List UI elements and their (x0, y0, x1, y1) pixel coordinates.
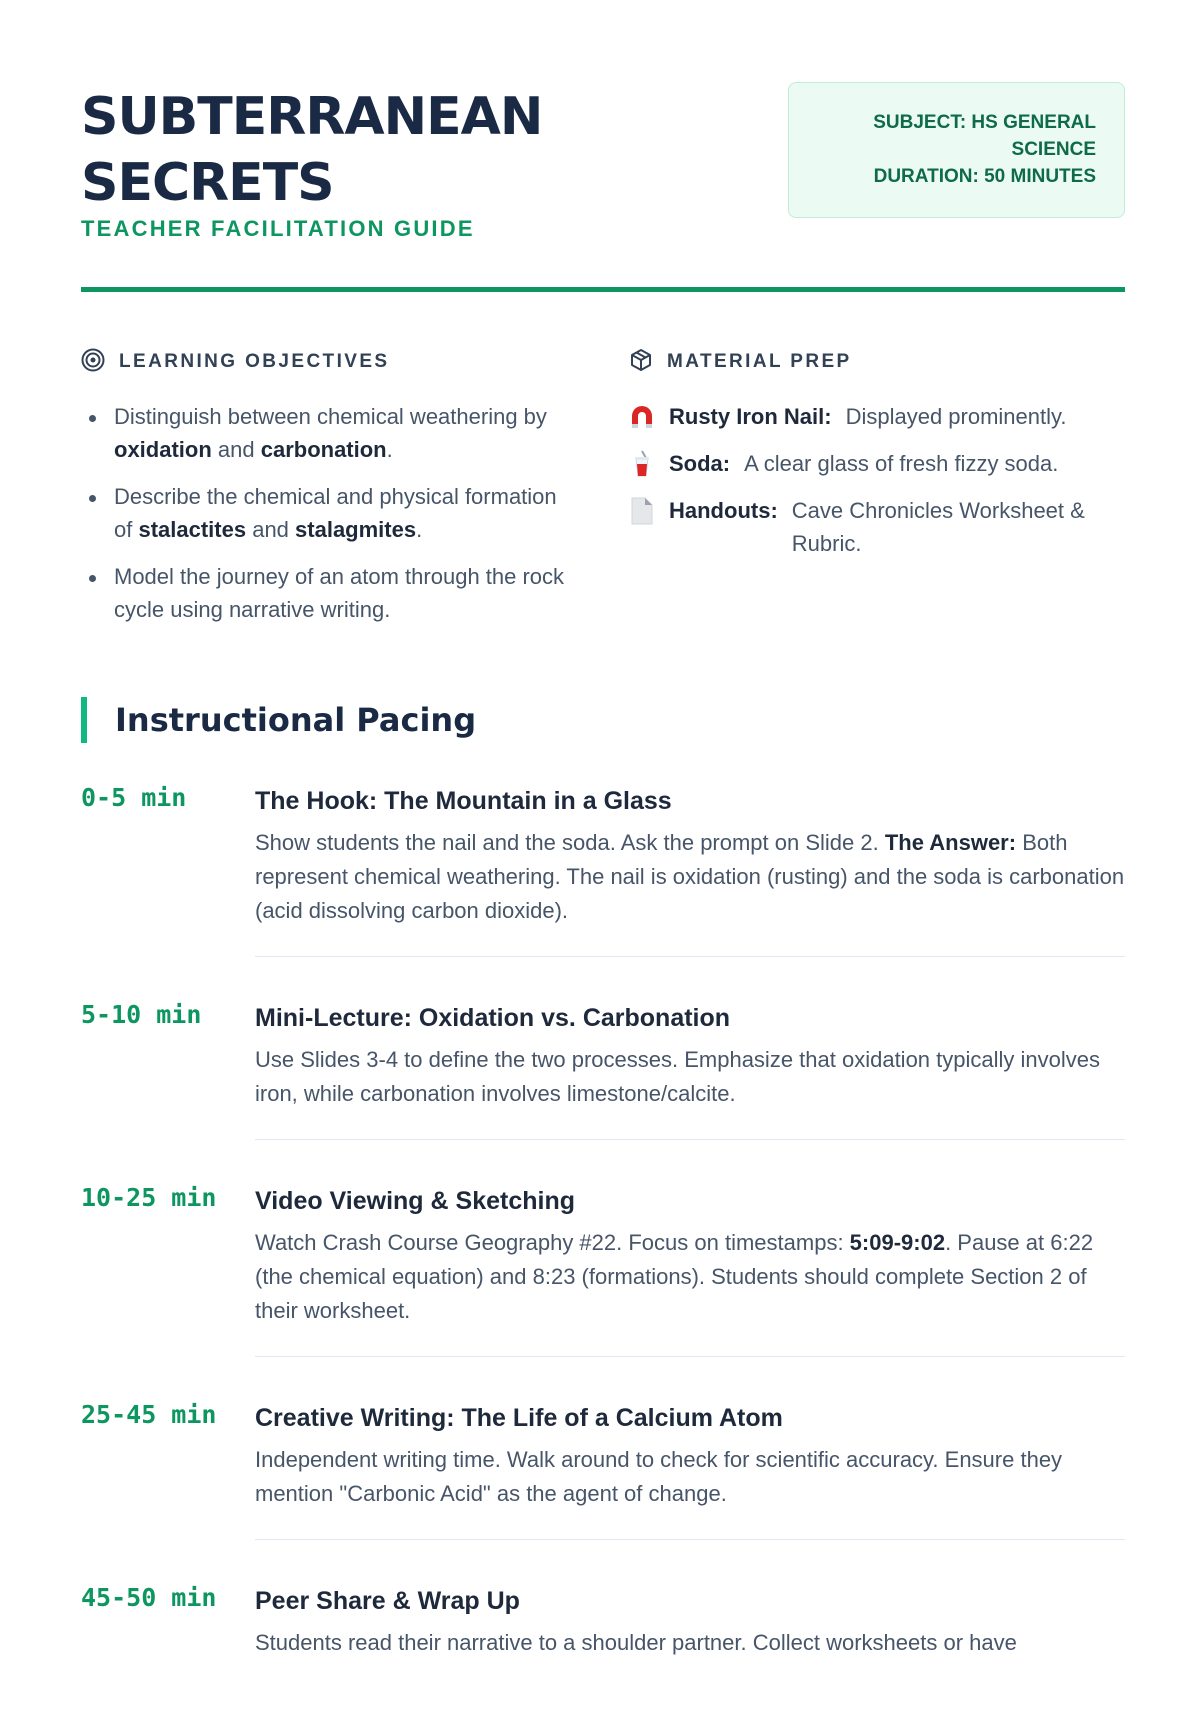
box-icon (629, 348, 653, 377)
slot-time: 25-45 min (81, 1400, 217, 1429)
title-line-1: SUBTERRANEAN (81, 87, 543, 147)
slot-description: Use Slides 3-4 to define the two processes. Emphasize that oxidation typically involves iron, while carbonation involves limestone/calcite. (255, 1047, 1100, 1106)
pacing-heading (81, 697, 476, 743)
material-label: Soda: (669, 451, 731, 476)
heading-accent-bar (81, 697, 87, 743)
document-icon (629, 494, 657, 527)
slot-body (255, 1001, 1125, 1140)
magnet-icon (629, 400, 657, 433)
slot-title: The Hook: The Mountain in a Glass (255, 787, 672, 815)
slot-time: 5-10 min (81, 1000, 202, 1029)
objectives-list (81, 400, 581, 640)
slot-description: Show students the nail and the soda. Ask the prompt on Slide 2. The Answer: Both represent chemical weathering. The nail is oxidation (rusting) and the soda is carbonation (acid dissolving carbon dioxide). (255, 830, 1125, 923)
title-line-2: SECRETS (81, 153, 334, 213)
slot-description: Independent writing time. Walk around to check for scientific accuracy. Ensure they mention "Carbonic Acid" as the agent of change. (255, 1447, 1063, 1506)
page-header (81, 84, 1125, 244)
slot-description: Watch Crash Course Geography #22. Focus on timestamps: 5:09-9:02. Pause at 6:22 (the chemical equation) and 8:23 (formations). Students should complete Section 2 of their worksheet. (255, 1230, 1094, 1323)
objective-item: Model the journey of an atom through the rock cycle using narrative writing. (81, 560, 581, 626)
materials-heading-label: MATERIAL PREP (667, 351, 852, 372)
slot-body (255, 1584, 1125, 1688)
objective-item: Distinguish between chemical weathering by oxidation and carbonation. (81, 400, 581, 466)
subject-line-2: SCIENCE (1011, 139, 1096, 160)
slot-title: Peer Share & Wrap Up (255, 1587, 520, 1615)
lesson-meta-box (788, 82, 1125, 218)
material-label: Handouts: (669, 498, 778, 523)
pacing-slot (81, 1401, 1125, 1584)
header-divider (81, 287, 1125, 292)
material-value: Cave Chronicles Worksheet & Rubric. (791, 498, 1085, 556)
lesson-guide-page (81, 0, 1125, 1655)
slot-description: Students read their narrative to a shoulder partner. Collect worksheets or have (255, 1630, 1017, 1655)
slot-title: Mini-Lecture: Oxidation vs. Carbonation (255, 1004, 731, 1032)
material-item (629, 447, 1125, 480)
material-label: Rusty Iron Nail: (669, 404, 832, 429)
duration-line: DURATION: 50 MINUTES (873, 166, 1096, 187)
slot-time: 10-25 min (81, 1183, 217, 1212)
slot-title: Creative Writing: The Life of a Calcium Atom (255, 1404, 783, 1432)
slot-body (255, 1401, 1125, 1540)
objective-item: Describe the chemical and physical formation of stalactites and stalagmites. (81, 480, 581, 546)
soda-cup-icon (629, 447, 657, 480)
target-icon (81, 348, 105, 377)
materials-heading (629, 348, 852, 376)
objectives-heading-label: LEARNING OBJECTIVES (119, 351, 390, 372)
materials-list (629, 400, 1125, 574)
material-value: A clear glass of fresh fizzy soda. (744, 451, 1059, 476)
subject-line-1: SUBJECT: HS GENERAL (873, 112, 1096, 133)
slot-time: 45-50 min (81, 1583, 217, 1612)
material-value: Displayed prominently. (845, 404, 1067, 429)
page-subtitle: TEACHER FACILITATION GUIDE (81, 216, 475, 241)
slot-body (255, 1184, 1125, 1357)
objectives-heading (81, 348, 389, 376)
slot-body (255, 784, 1125, 957)
material-item (629, 400, 1125, 433)
slot-time: 0-5 min (81, 783, 187, 812)
slot-title: Video Viewing & Sketching (255, 1187, 575, 1215)
material-item (629, 494, 1125, 560)
pacing-slot (81, 1584, 1125, 1732)
pacing-slot (81, 1184, 1125, 1401)
pacing-slot (81, 784, 1125, 1001)
pacing-slot (81, 1001, 1125, 1184)
pacing-schedule (81, 784, 1125, 1732)
page-title (81, 84, 721, 216)
pacing-heading-label: Instructional Pacing (115, 701, 477, 739)
